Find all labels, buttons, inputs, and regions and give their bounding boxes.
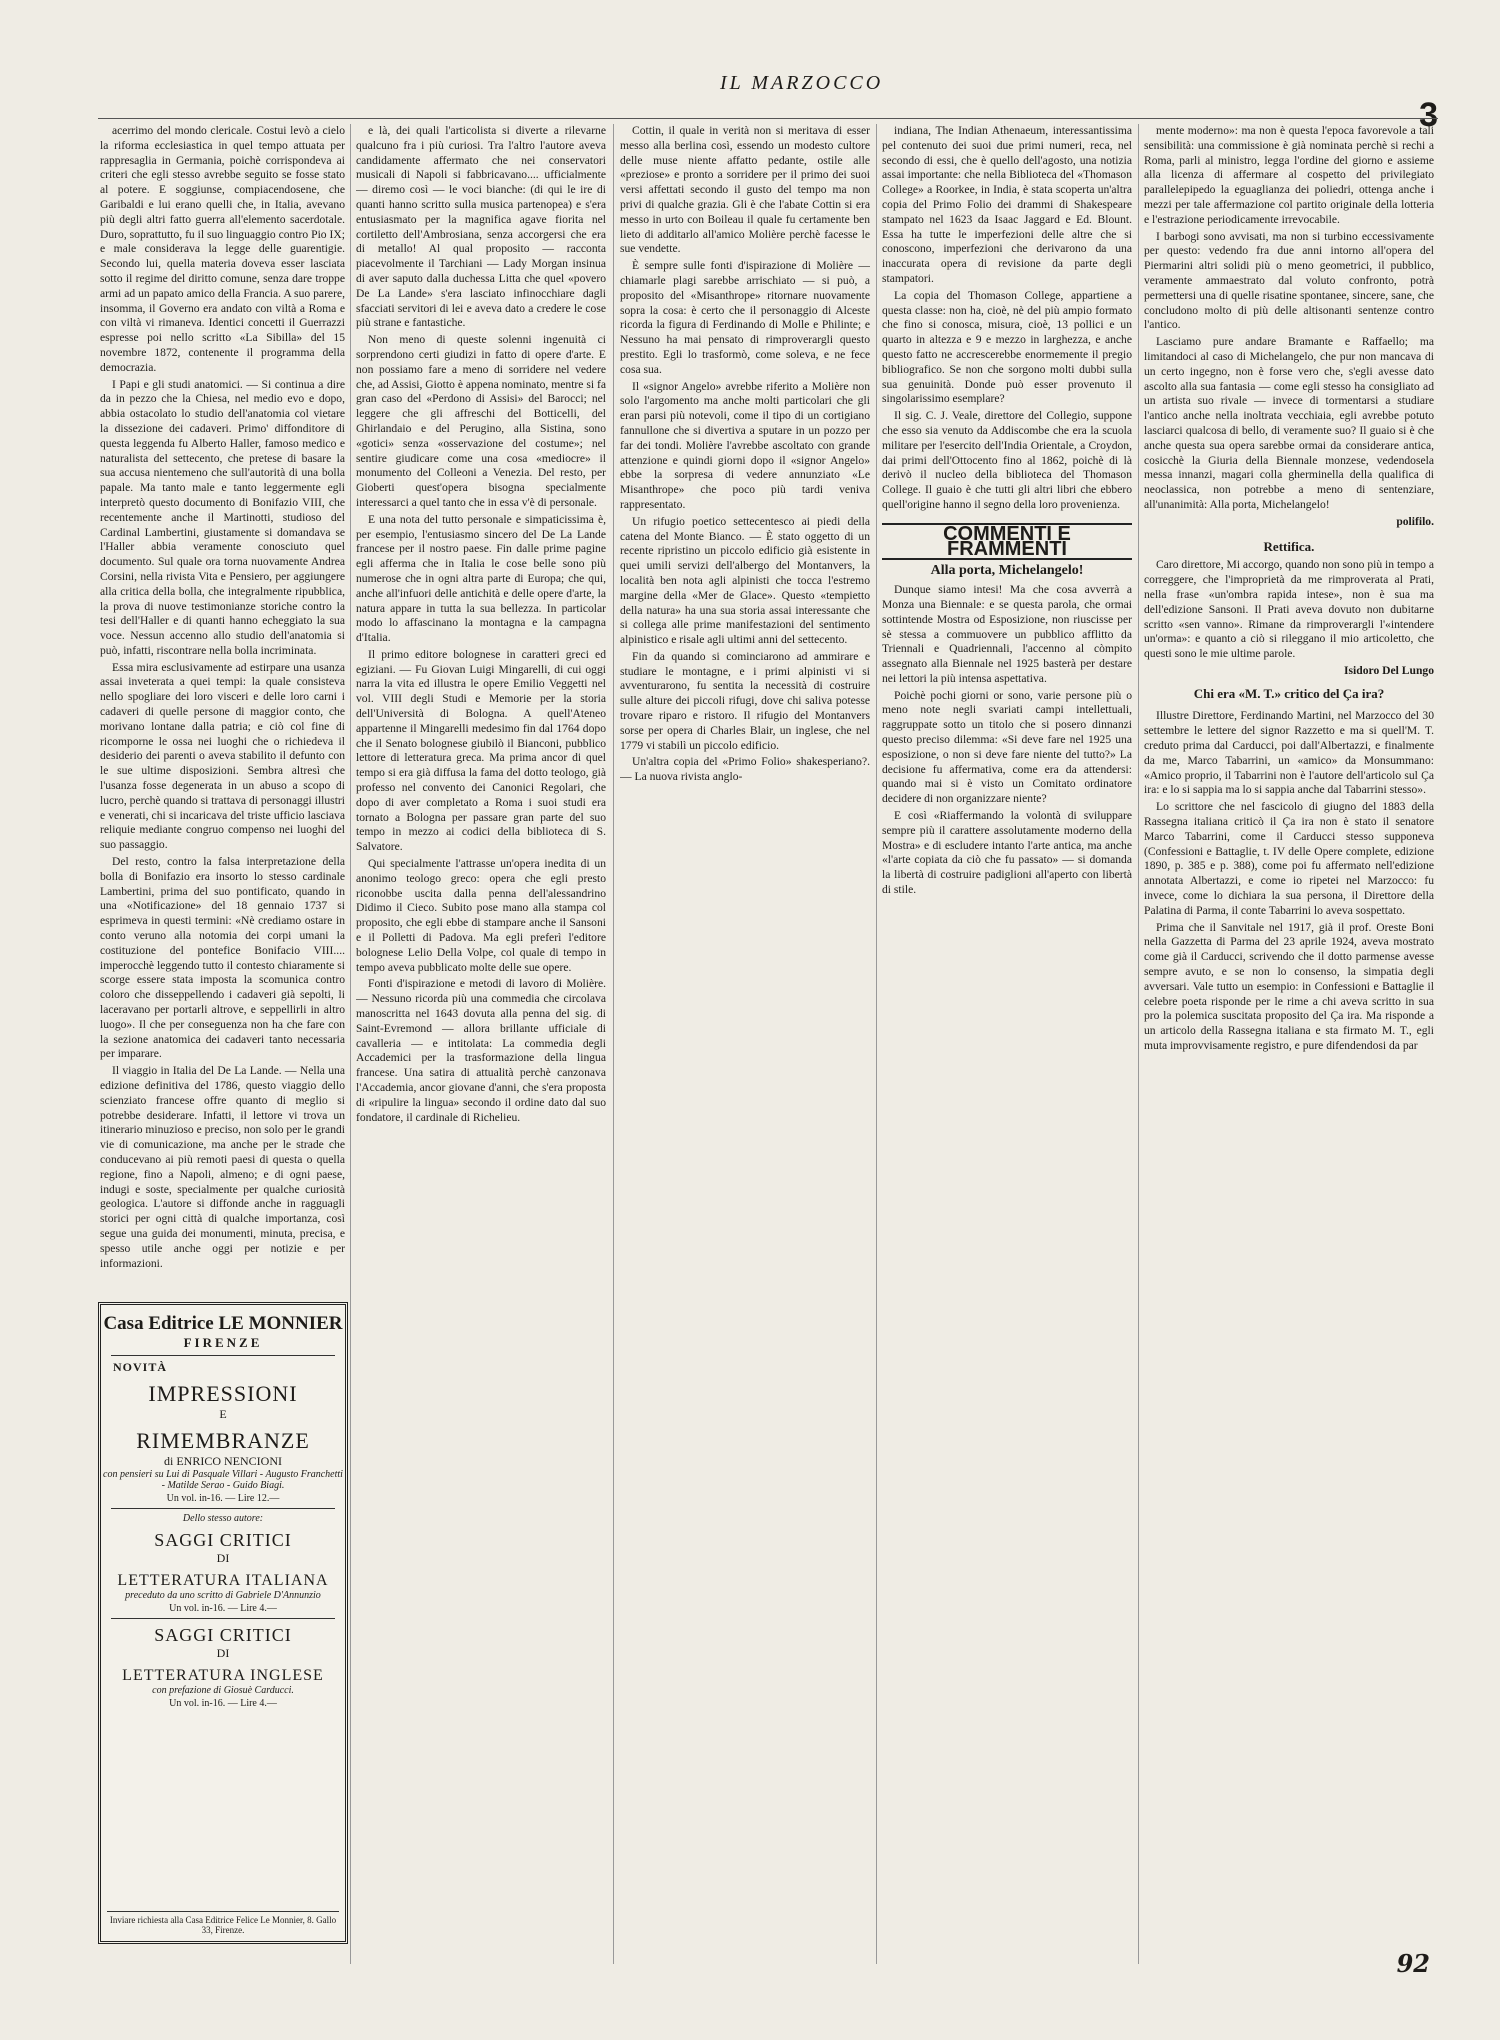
article-paragraph: E una nota del tutto personale e simpaticissima è, per esempio, l'entusiasmo sincero del De La Lande francese per il nostro paese. Fin dalle prime pagine egli afferma che in Italia le cose belle sono più numerose che in ogni altra parte di Europa; che qui, anche all'infuori delle antichità e delle opere d'arte, la natura appare in tutta la sua bellezza. In particolar modo lo affascinano la montagna e la campagna d'Italia.	[356, 512, 606, 645]
article-paragraph: acerrimo del mondo clericale. Costui levò a cielo la riforma ecclesiastica in quel tempo attuata per rappresaglia in Germania, poichè corrispondeva ai criteri che egli stesso avrebbe seguito se fosse stato al potere. E soggiunse, compiacendosene, che Garibaldi e lui erano quelli che, in Italia, avevano più degli altri fatto guerra all'elemento sacerdotale. Duro, soprattutto, fu il suo linguaggio contro Pio IX; e male considerava la legge delle guarentigie. Secondo lui, quella materia doveva esser lasciata sotto il regime del diritto comune, senza dare troppe armi ad un papato amico della Francia. A suo parere, insomma, il Governo era andato con viltà a Roma e con viltà vi rimaneva. Identici concetti il Guerrazzi espresse poi nello scritto «La Sibilla» del 15 novembre 1872, contenente il programma della democrazia.	[100, 124, 345, 374]
article-paragraph: Illustre Direttore, Ferdinando Martini, nel Marzocco del 30 settembre le lettere del signor Razzetto e ma si quell'M. T. creduto prima dal Carducci, poi dall'Albertazzi, e finalmente da me, Marco Tabarrini, un «amico» da Monsummano: «Amico proprio, il Tabarrini non è l'autore dell'articolo sul Ça ira: e lo si sappia ma lo si sappia anche dal Tabarrini stesso».	[1144, 709, 1434, 797]
article-paragraph: Poichè pochi giorni or sono, varie persone più o meno note negli svariati campi intellettuali, raggruppate sotto un titolo che si posero dinnanzi questo preciso dilemma: «Si deve fare nel 1925 una esposizione, o non si deve fare niente del tutto?» La decisione fu affermativa, come era da attendersi: quando mai si è visto un Comitato ordinatore decidere di non organizzare niente?	[882, 688, 1132, 806]
article-title: Rettifica.	[1263, 538, 1315, 554]
ad-book2-di: DI	[216, 1551, 230, 1565]
masthead: IL MARZOCCO	[720, 72, 884, 94]
column-divider	[613, 124, 614, 1964]
ad-book3-price: Un vol. in-16. — Lire 4.—	[169, 1698, 277, 1709]
ad-divider	[111, 1508, 335, 1509]
article-paragraph: Caro direttore, Mi accorgo, quando non sono più in tempo a correggere, che l'improprietà da me rimproverata al Prati, nella frase «un'ombra rapida intese», non è sua ma dell'edizione Sansoni. Il Prati aveva dovuto non dubitarne scritto «sen vanno». Rimane da rimproverargli l'«intendere un'orma»: e quanto a ciò si rileggano il mio articoletto, che questi sono le mie ultime parole.	[1144, 558, 1434, 661]
article-paragraph: Il sig. C. J. Veale, direttore del Collegio, suppone che esso sia venuto da Addiscombe che era la scuola militare per l'esercito dell'India Orientale, a Croydon, dai primi dell'Ottocento fino al 1862, poichè di là derivò il nucleo della biblioteca del Thomason College. Il guaio è che tutti gli altri libri che ebbero quell'origine hanno il segno della loro provenienza.	[882, 409, 1132, 511]
article-paragraph: Fonti d'ispirazione e metodi di lavoro di Molière. — Nessuno ricorda più una commedia che circolava manoscritta nel 1643 dovuta alla penna del sig. di Saint-Evremond — allora brillante ufficiale di cavalleria — e intitolata: La commedia degli Accademici per la trasformazione della lingua francese. Una satira di attualità perchè canzonava l'Accademia, ancor giovane d'anni, che s'era proposta di «ripulire la lingua» secondo il ordine dato dal suo fondatore, il cardinale di Richelieu.	[356, 977, 606, 1124]
article-column-1	[100, 124, 345, 1294]
signature: polifilo.	[1396, 514, 1434, 528]
ad-book2-price: Un vol. in-16. — Lire 4.—	[169, 1603, 277, 1614]
header-rule	[98, 118, 1438, 119]
article-title: Chi era «M. T.» critico del Ça ira?	[1193, 685, 1385, 701]
column-divider	[350, 124, 351, 1964]
article-paragraph: Del resto, contro la falsa interpretazione della bolla di Bonifazio era insorto lo stesso cardinale Lambertini, prima del suo pontificato, quando in una «Notificazione» del 18 gennaio 1737 si esprimeva in questi termini: «Nè crediamo ostare in conto veruno alla notomia dei corpi umani la costituzione del pontefice Bonifacio VIII.... imperocchè leggendo tutto il contesto chiaramente si scorge essere stata imposta la scomunica contro coloro che disseppellendo i cadaveri già sepolti, li laceravano per portarli altrove, e seppellirli in altro luogo». Il che per conseguenza non ha che fare con la sezione anatomica dei cadaveri tanto necessaria per imparare.	[100, 855, 345, 1061]
article-paragraph: Qui specialmente l'attrasse un'opera inedita di un anonimo teologo greco: opera che egli presto riconobbe uscita dalla penna dell'alessandrino Didimo il Cieco. Subito pose mano alla stampa col proposito, che egli ebbe di stampare anche il Sansoni e il Polletti di Padova. Ma egli preferì l'editore bolognese Lelio Della Volpe, col quale di tempo in tempo aveva pubblicato molte delle sue opere.	[356, 857, 606, 974]
article-column-5	[1144, 124, 1434, 1964]
article-column-4	[882, 124, 1132, 1964]
article-paragraph: Prima che il Sanvitale nel 1917, già il prof. Oreste Boni nella Gazzetta di Parma del 23 aprile 1924, aveva mostrato come già il Carducci, scrivendo che il dotto parmense avesse sempre avuto, e se non lo consenso, la simpatia degli avversari. Vale tutto un esempio: in Confessioni e Battaglie il celebre poeta risponde per le rime a chi aveva scritto in sua pro la polemica suscitata proposito del Ça ira. Ma risponde a un articolo della Rassegna italiana e sta firmato M. T., egli muta improvvisamente registro, e pure difendendosi da par	[1144, 920, 1434, 1053]
ad-footer: Inviare richiesta alla Casa Editrice Felice Le Monnier, 8. Gallo 33, Firenze.	[107, 1911, 339, 1935]
ad-city: FIRENZE	[183, 1335, 263, 1350]
publisher-advertisement	[98, 1302, 348, 1944]
article-paragraph: Essa mira esclusivamente ad estirpare una usanza assai inveterata a quei tempi: la quale consisteva nello spogliare dei loro visceri e delle loro carni i cadaveri di quelle persone di maggior conto, che morivano lontane dalla patria; e ciò col fine di ricomporne le ossa nei luoghi che o richiedeva il desiderio dei parenti o aveva stabilito il defunto con le sue ultime disposizioni. Sembra altresì che l'usanza fosse degenerata in un abuso a scopo di lucro, perchè quando si trattava di personaggi illustri e venerati, chi si incaricava del triste ufficio lasciava reliquie mediante congruo compenso nei luoghi del suo passaggio.	[100, 660, 345, 852]
ad-book3-title-2: LETTERATURA INGLESE	[122, 1667, 324, 1684]
article-paragraph: Lo scrittore che nel fascicolo di giugno del 1883 della Rassegna italiana criticò il Ça ira non è stato il senatore Marco Tabarrini, come il Carducci stesso supponeva (Confessioni e Battaglie, t. IV delle Opere complete, edizione 1890, p. 385 e p. 388), come poi fu affermato nell'edizione annotata Albertazzi, e come io ripetei nel Marzocco: fu invece, come lo dichiara la sua persona, il Direttore della Palatina di Parma, il conte Tabarrini lo aveva sospettato.	[1144, 800, 1434, 917]
article-paragraph: Un'altra copia del «Primo Folio» shakesperiano?. — La nuova rivista anglo-	[620, 755, 870, 784]
article-paragraph: I Papi e gli studi anatomici. — Si continua a dire da in pezzo che la Chiesa, nel medio evo e dopo, abbia ostacolato lo studio dell'anatomia col vietare la dissezione dei cadaveri. Primo' diffonditore di questa leggenda fu Alberto Haller, famoso medico e naturalista del settecento, che pretese di basare la sua accusa nientemeno che sull'autorità di una bolla papale. Ma tanto male e tanto leggermente egli interpretò questo documento di Bonifazio VIII, che recentemente anche il Martinotti, studioso del Cardinal Lambertini, giustamente si domandava se l'Haller abbia veramente conosciuto quel documento. Sul quale ora torna nuovamente Andrea Corsini, nella rivista Vita e Pensiero, per aggiungere alla critica della bolla, che integralmente ripubblica, la prova di nuove testimonianze storiche contro la tesi dell'Haller e di quanti hanno echeggiato la sua voce. Nessun accenno allo studio dell'anatomia si può, infatti, riscontrare nella bolla incriminata.	[100, 377, 345, 657]
ad-book1-note: con pensieri su Lui di Pasquale Villari - Augusto Franchetti - Matilde Serao - Guido Biagi.	[103, 1469, 343, 1491]
article-paragraph: È sempre sulle fonti d'ispirazione di Molière — chiamarle plagi sarebbe arrischiato — si può, a proposito del «Misanthrope» ritornare nuovamente sopra la cosa: è certo che il personaggio di Alceste ricorda la figura di Ferdinando di Molle e Philinte; e Nessuno ha mai pensato di rimproverargli questo prestito. Egli lo trasformò, come soleva, e ne fece cosa sua.	[620, 259, 870, 376]
ad-novita: NOVITÀ	[113, 1360, 168, 1374]
article-paragraph: mente moderno»: ma non è questa l'epoca favorevole a tali sensibilità: una commissione è già nominata perchè si rechi a Roma, parli al ministro, legga l'ordine del giorno e assieme alla licenza di affermare al cospetto del privilegiato parallelepipedo la eguaglianza dei poliedri, ottenga anche i mezzi per tale affermazione col partito originale della lotteria e l'estrazione periodicamente irrevocabile.	[1144, 124, 1434, 226]
article-paragraph: indiana, The Indian Athenaeum, interessantissima pel contenuto dei suoi due primi numeri, reca, nel secondo di essi, che è quello dell'agosto, una notizia assai importante: che nella Biblioteca del «Thomason College» a Roorkee, in India, è stata scoperta un'altra copia del Primo Folio dei drammi di Shakespeare stampato nel 1623 da Isaac Jaggard e Ed. Blount. Essa ha tutte le imperfezioni delle altre che si conoscono, imperfezioni che derivarono da una inaccurata opera di revisione da parte degli stampatori.	[882, 124, 1132, 285]
ad-publisher: Casa Editrice LE MONNIER	[103, 1313, 343, 1334]
article-paragraph: Il «signor Angelo» avrebbe riferito a Molière non solo l'argomento ma anche molti particolari che gli eran parsi più notevoli, come il tipo di un cortigiano fannullone che si divertiva a sputare in un pozzo per far dei tondi. Molière l'avrebbe ascoltato con grande attenzione e quindi giorni dopo il «signor Angelo» ebbe la sorpresa di vedere annunziato «Le Misanthrope» che poco più tardi veniva rappresentato.	[620, 379, 870, 511]
ad-book1-title-2: RIMEMBRANZE	[136, 1428, 310, 1453]
ad-divider	[111, 1618, 335, 1619]
ad-book1-title-and: E	[219, 1407, 227, 1421]
article-column-2	[356, 124, 606, 1964]
article-paragraph: Non meno di queste solenni ingenuità ci sorprendono certi giudizi in fatto di opere d'arte. E non possiamo fare a meno di sorridere nel vedere che, ad Assisi, Giotto è appena nominato, mentre si fa gran caso del «Perdono di Assisi» del Barocci; nel leggere che gli affreschi del Botticelli, del Ghirlandaio e del Perugino, alla Sistina, sono «gotici» senza «osservazione del costume»; nel sentire giudicare come una cosa «mediocre» il monumento del Colleoni a Venezia. Del resto, per Gioberti quest'opera bisogna specialmente interessarci a quel tanto che in essa v'è di personale.	[356, 333, 606, 509]
ad-divider	[111, 1355, 335, 1356]
article-paragraph: E così «Riaffermando la volontà di sviluppare sempre più il carattere assolutamente moderno della Mostra» e di escludere intanto l'arte antica, ma anche «l'arte copiata da ciò che fu passato» — si domanda la libertà di costruire padiglioni all'aperto con libertà di stile.	[882, 809, 1132, 897]
signature: Isidoro Del Lungo	[1344, 663, 1434, 677]
ad-book3-di: DI	[216, 1646, 230, 1660]
ad-book2-note: preceduto da uno scritto di Gabriele D'Annunzio	[125, 1590, 321, 1601]
article-paragraph: Cottin, il quale in verità non si meritava di esser messo alla berlina così, essendo un modesto cultore delle muse niente affatto pedante, ostile alle «preziose» e pronto a sorridere per il primo dei suoi versi affettati secondo il gusto del tempo ma non privi di qualche grazia. Gli è che l'abate Cottin si era messo in urto con Boileau il quale fu certamente ben lieto di additarlo all'amico Molière perchè facesse le sue vendette.	[620, 124, 870, 256]
column-divider	[876, 124, 877, 1964]
ad-book1-author: di ENRICO NENCIONI	[164, 1454, 282, 1468]
article-title: Alla porta, Michelangelo!	[930, 563, 1084, 579]
article-paragraph: Un rifugio poetico settecentesco ai piedi della catena del Monte Bianco. — È stato oggetto di un recente ripristino un piccolo edificio già esistente in quei umili servizi dell'albergo del Montanvers, la località ben nota agli alpinisti che tocca l'estremo margine della «Mer de Glace». Questo «tempietto della natura» ha una sua storia assai interessante che si collega alle prime manifestazioni del sentimento alpinistico e risale agli ultimi anni del settecento.	[620, 514, 870, 647]
column-divider	[1138, 124, 1139, 1964]
ad-book3-title: SAGGI CRITICI	[154, 1625, 292, 1645]
section-title: COMMENTI E FRAMMENTI	[882, 523, 1132, 561]
ad-book3-note: con prefazione di Giosuè Carducci.	[152, 1685, 294, 1696]
article-paragraph: Il primo editore bolognese in caratteri greci ed egiziani. — Fu Giovan Luigi Mingarelli, di cui oggi narra la vita ed illustra le opere Emilio Veggetti nel vol. VIII degli Studi e Memorie per la storia dell'Università di Bologna. A quell'Ateneo appartenne il Mingarelli medesimo fin dal 1764 dopo che il Senato bolognese giubilò il Bianconi, pubblico lettore di letteratura greca. Ma prima ancor di quel tempo si era già diffusa la fama del dotto teologo, già professo nel convento dei Canonici Regolari, che dopo di aver completato a Roma i suoi studi era tornato a Bologna per passare gran parte del suo tempo in mezzo ai codici della biblioteca di S. Salvatore.	[356, 647, 606, 854]
article-paragraph: I barbogi sono avvisati, ma non si turbino eccessivamente per questo: vedendo fra due anni intorno all'opera del Piermarini altri solidi più o meno geometrici, il pubblico, veramente ammaestrato dal voluto confronto, potrà permettersi una di quelle risatine spontanee, sincere, sane, che concludono molto di più delle altisonanti sentenze contro l'antico.	[1144, 229, 1434, 332]
article-paragraph: Dunque siamo intesi! Ma che cosa avverrà a Monza una Biennale: e se questa parola, che ormai sottintende Mostra od Esposizione, non riuscisse per sè stessa a commuovere un pubblico afflitto da Triennali e Quadriennali, l'accenno al còmpito assegnato alla Biennale nel 1925 basterà per destare nei lettori la più intensa aspettativa.	[882, 583, 1132, 685]
folio-number: 92	[1396, 1949, 1430, 1978]
ad-book2-title: SAGGI CRITICI	[154, 1530, 292, 1550]
article-paragraph: Fin da quando si cominciarono ad ammirare e studiare le montagne, e i primi alpinisti vi si avventurarono, fu sentita la necessità di costruire sulle alture dei piccoli rifugi, dove chi saliva potesse trovare riparo e ristoro. Il rifugio del Montanvers sorse per opera di Charles Blair, un inglese, che nel 1779 vi stabilì un piccolo edificio.	[620, 649, 870, 752]
ad-book1-title: IMPRESSIONI	[148, 1381, 298, 1406]
article-paragraph: La copia del Thomason College, appartiene a questa classe: non ha, cioè, nè del più ampio formato che fino si conosca, misura, cioè, 13 pollici e un quarto in altezza e 9 e mezzo in larghezza, e anche questo fatto ne accrescerebbe enormemente il pregio bibliografico. Se non che sorgono molti dubbi sulla sua genuinità. Donde può esser provenuto il singolarissimo esemplare?	[882, 288, 1132, 406]
page-number: 3	[1419, 96, 1438, 134]
ad-same-author: Dello stesso autore:	[182, 1513, 264, 1524]
article-paragraph: Il viaggio in Italia del De La Lande. — Nella una edizione definitiva del 1786, questo viaggio dello scienziato francese offre quanto di meglio si potrebbe desiderare. Infatti, il lettore vi trova un itinerario minuzioso e preciso, non solo per le grandi vie di comunicazione, ma anche per le strade che conducevano ai più remoti paesi di questa o quella regione, fino a Napoli, almeno; e di ogni paese, indugi e soste, specialmente per qualche curiosità geologica. L'autore si diffonde anche in ragguagli storici per ogni città di qualche importanza, così segue una guida dei monumenti, minuta, precisa, e spesso utile anche oggi per notizie e per informazioni.	[100, 1064, 345, 1270]
ad-book2-title-2: LETTERATURA ITALIANA	[117, 1572, 329, 1589]
article-column-3	[620, 124, 870, 1964]
article-paragraph: Lasciamo pure andare Bramante e Raffaello; ma limitandoci al caso di Michelangelo, che pur non mancava di un certo ingegno, non è forse vero che, s'egli avesse dato ascolto alla sua fantasia — come egli stesso ha consigliato ad un artista suo rivale — invece di tormentarsi a studiare l'antico anche nella inoltrata vecchiaia, egli avrebbe potuto lasciarci qualcosa di bello, di veramente suo? Il guaio si è che anche questa sua opera sarebbe ormai da considerare antica, cosicchè la Giuria della Biennale monzese, vedendosela messa innanzi, magari colla gherminella della qualifica di neoclassica, non potrebbe a meno di sentenziare, all'unanimità: Alla porta, Michelangelo!	[1144, 335, 1434, 511]
article-paragraph: e là, dei quali l'articolista si diverte a rilevarne qualcuno fra i più curiosi. Tra l'altro l'autore aveva candidamente affermato che nei conservatori musicali di Napoli si fabbricavano.... ufficialmente — diremo così — le voci bianche: (di qui le ire di quanti hanno scritto sulla musica partenopea) e s'era entusiasmato per la magnifica agave fiorita nel cortiletto dell'Ambrosiana, senza accorgersi che era di metallo! Al qual proposito — racconta piacevolmente il Tarchiani — Lady Morgan insinua di aver saputo dalla duchessa Litta che quel «povero De La Lande» s'era lasciato infinocchiare dagli sfacciati servitori di lei e aveva dato a credere le cose più strane e fantastiche.	[356, 124, 606, 330]
ad-book1-price: Un vol. in-16. — Lire 12.—	[166, 1493, 280, 1504]
